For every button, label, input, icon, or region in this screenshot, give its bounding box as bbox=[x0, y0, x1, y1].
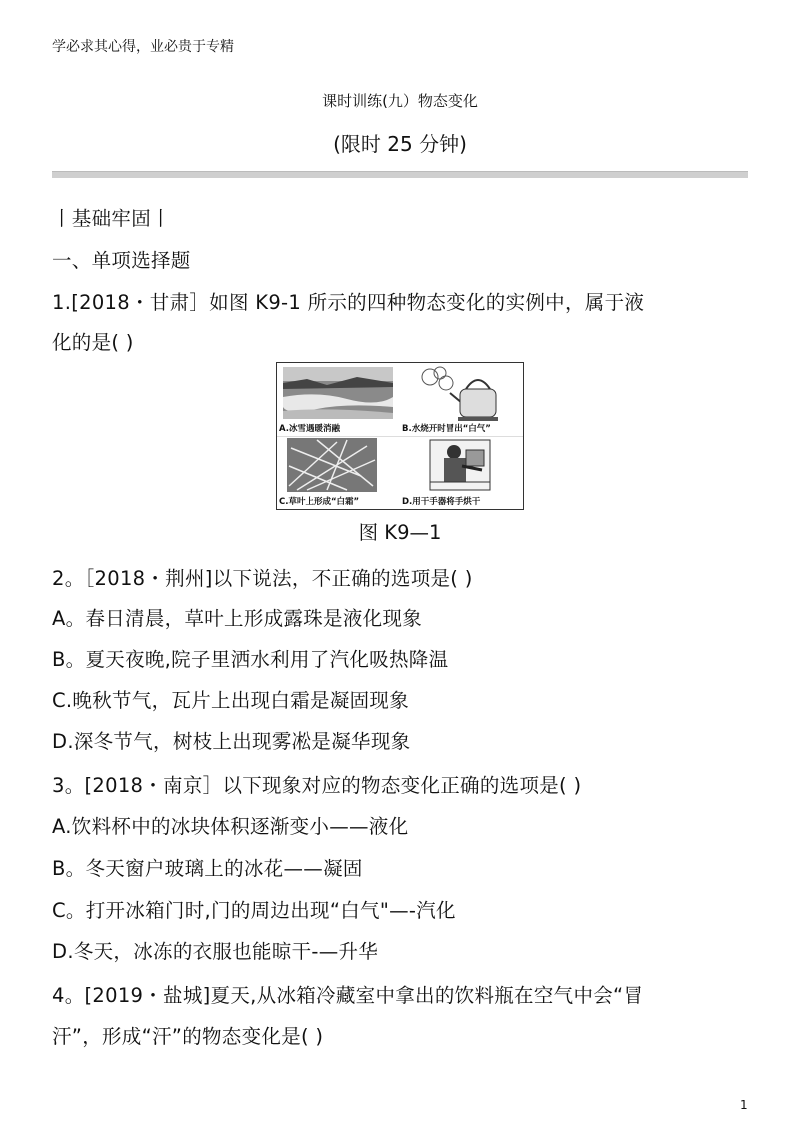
divider-bar bbox=[52, 171, 748, 178]
q4-stem-line2: 汗”，形成“汗”的物态变化是( ) bbox=[52, 1025, 324, 1048]
figure-caption-b: B.水烧开时冒出“白气” bbox=[402, 424, 491, 434]
q3-option-d: D.冬天，冰冻的衣服也能晾干-—升华 bbox=[52, 940, 379, 963]
q2-option-c: C.晚秋节气，瓦片上出现白霜是凝固现象 bbox=[52, 689, 410, 712]
q4-stem-line1: 4。[2019・盐城]夏天,从冰箱冷藏室中拿出的饮料瓶在空气中会“冒 bbox=[52, 984, 644, 1007]
figure-caption-d: D.用干手器将手烘干 bbox=[402, 497, 481, 507]
time-limit: (限时 25 分钟) bbox=[333, 132, 467, 156]
figure-caption-a: A.冰雪遇暖消融 bbox=[279, 424, 340, 434]
page-header: 学必求其心得，业必贵于专精 bbox=[52, 39, 234, 55]
section-heading: 丨基础牢固丨 bbox=[52, 207, 171, 230]
q1-stem-line1: 1.[2018・甘肃］如图 K9-1 所示的四种物态变化的实例中，属于液 bbox=[52, 291, 645, 314]
q3-stem: 3。[2018・南京］以下现象对应的物态变化正确的选项是( ) bbox=[52, 774, 582, 797]
q2-option-b: B。夏天夜晚,院子里洒水利用了汽化吸热降温 bbox=[52, 648, 449, 671]
figure-panel-c bbox=[277, 436, 400, 509]
q1-stem-line2: 化的是( ) bbox=[52, 331, 134, 354]
q3-option-c: C。打开冰箱门时,门的周边出现“白气"—-汽化 bbox=[52, 899, 456, 922]
figure-grid-line bbox=[277, 436, 523, 437]
q3-option-b: B。冬天窗户玻璃上的冰花——凝固 bbox=[52, 857, 363, 880]
page-number: 1 bbox=[740, 1098, 748, 1112]
figure-panel-d bbox=[400, 436, 523, 509]
part-heading: 一、单项选择题 bbox=[52, 249, 191, 272]
figure-k9-1 bbox=[276, 362, 524, 510]
q2-stem: 2。［2018・荆州]以下说法，不正确的选项是( ) bbox=[52, 567, 473, 590]
q3-option-a: A.饮料杯中的冰块体积逐渐变小——液化 bbox=[52, 815, 409, 838]
q2-option-d: D.深冬节气，树枝上出现雾凇是凝华现象 bbox=[52, 730, 411, 753]
figure-panel-b bbox=[400, 363, 523, 436]
figure-caption: 图 K9—1 bbox=[358, 521, 442, 544]
q2-option-a: A。春日清晨，草叶上形成露珠是液化现象 bbox=[52, 607, 423, 630]
page-title: 课时训练(九）物态变化 bbox=[322, 92, 478, 110]
figure-panel-a bbox=[277, 363, 400, 436]
figure-caption-c: C.草叶上形成“白霜” bbox=[279, 497, 360, 507]
